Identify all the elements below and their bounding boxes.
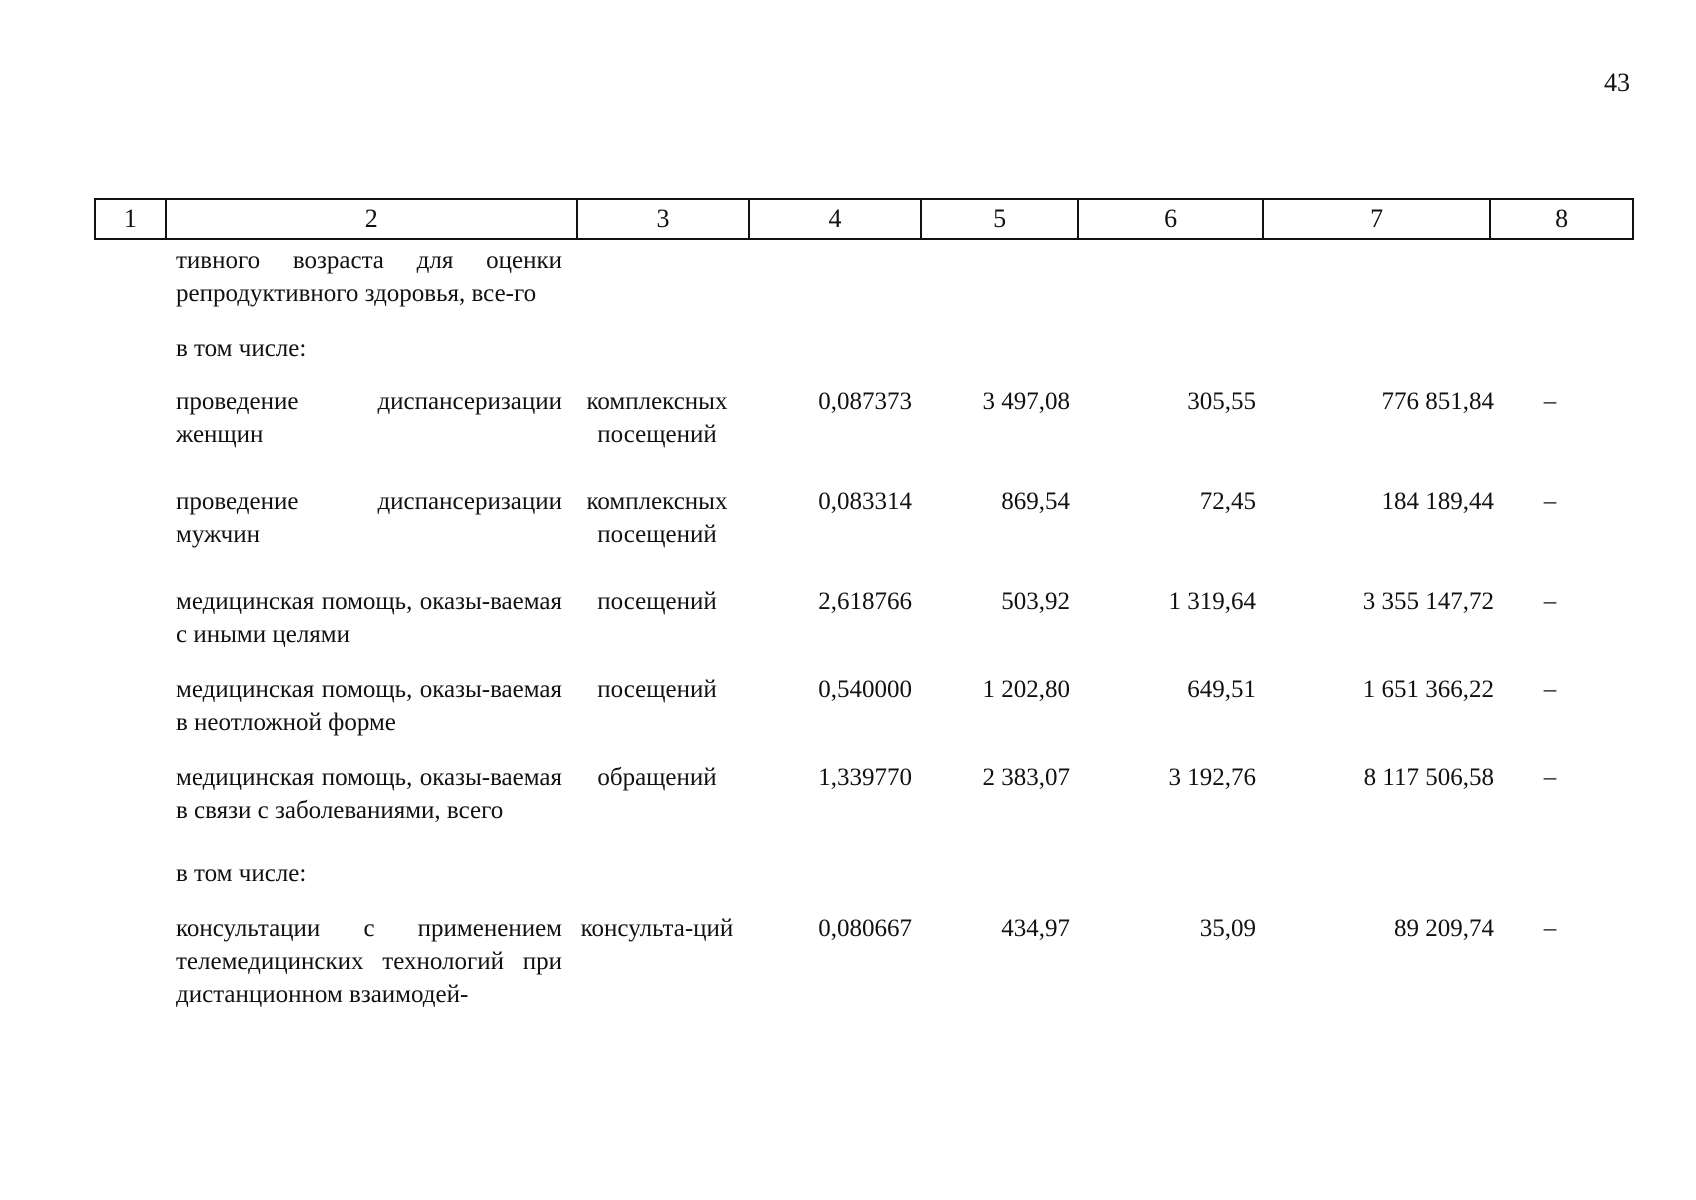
row-value-6: 35,09: [1199, 915, 1256, 942]
row-unit: посещений: [597, 588, 717, 615]
table-row: [176, 761, 1606, 827]
table-body: [176, 244, 1606, 1011]
table-row: [176, 485, 1606, 551]
row-value-7: 776 851,84: [1381, 388, 1494, 415]
row-value-5: 869,54: [1001, 488, 1070, 515]
row-name: медицинская помощь, оказы-ваемая в связи с заболеваниями, всего: [176, 764, 562, 824]
row-value-7: 184 189,44: [1381, 488, 1494, 515]
row-name: проведение диспансеризации женщин: [176, 388, 562, 448]
row-name: проведение диспансеризации мужчин: [176, 488, 562, 548]
page-number: 43: [1604, 68, 1630, 97]
row-value-4: 1,339770: [818, 764, 912, 791]
table-row: [176, 244, 1606, 310]
row-value-5: 2 383,07: [982, 764, 1070, 791]
table-row: [176, 585, 1606, 651]
table-row: [176, 385, 1606, 451]
row-value-7: 1 651 366,22: [1362, 676, 1494, 703]
row-value-4: 0,087373: [818, 388, 912, 415]
row-name: в том числе:: [176, 860, 307, 887]
row-value-7: 3 355 147,72: [1362, 588, 1494, 615]
row-value-5: 503,92: [1001, 588, 1070, 615]
row-value-4: 2,618766: [818, 588, 912, 615]
row-value-6: 3 192,76: [1168, 764, 1256, 791]
table-row: [176, 673, 1606, 739]
table-row: [176, 332, 1606, 365]
row-unit: обращений: [597, 764, 717, 791]
row-name: медицинская помощь, оказы-ваемая с иными целями: [176, 588, 562, 648]
row-value-8: –: [1543, 388, 1557, 415]
row-unit: комплексных посещений: [586, 488, 728, 548]
row-name: медицинская помощь, оказы-ваемая в неотложной форме: [176, 676, 562, 736]
row-value-4: 0,080667: [818, 915, 912, 942]
column-number-1: 1: [96, 200, 167, 238]
row-value-5: 3 497,08: [982, 388, 1070, 415]
row-name: консультации с применением телемедицинских технологий при дистанционном взаимодей-: [176, 915, 562, 1008]
row-name: в том числе:: [176, 335, 307, 362]
column-number-4: 4: [750, 200, 922, 238]
row-value-6: 305,55: [1187, 388, 1256, 415]
column-number-6: 6: [1079, 200, 1264, 238]
row-unit: комплексных посещений: [586, 388, 728, 448]
column-number-7: 7: [1264, 200, 1491, 238]
column-number-8: 8: [1555, 204, 1569, 233]
row-value-8: –: [1543, 915, 1557, 942]
row-value-6: 1 319,64: [1168, 588, 1256, 615]
row-value-5: 434,97: [1001, 915, 1070, 942]
row-value-8: –: [1543, 488, 1557, 515]
table-column-numbers-header: [94, 198, 1634, 240]
row-value-6: 72,45: [1199, 488, 1256, 515]
column-number-2: 2: [167, 200, 578, 238]
row-value-8: –: [1543, 676, 1557, 703]
row-value-8: –: [1543, 588, 1557, 615]
row-value-5: 1 202,80: [982, 676, 1070, 703]
row-value-4: 0,083314: [818, 488, 912, 515]
column-number-3: 3: [578, 200, 751, 238]
table-row: [176, 857, 1606, 890]
row-value-8: –: [1543, 764, 1557, 791]
row-value-7: 8 117 506,58: [1363, 764, 1494, 791]
row-value-6: 649,51: [1187, 676, 1256, 703]
row-value-7: 89 209,74: [1394, 915, 1494, 942]
row-unit: консульта-ций: [580, 915, 734, 942]
row-name: тивного возраста для оценки репродуктивного здоровья, все-го: [176, 247, 562, 307]
column-number-5: 5: [922, 200, 1080, 238]
row-value-4: 0,540000: [818, 676, 912, 703]
row-unit: посещений: [597, 676, 717, 703]
table-row: [176, 912, 1606, 1011]
